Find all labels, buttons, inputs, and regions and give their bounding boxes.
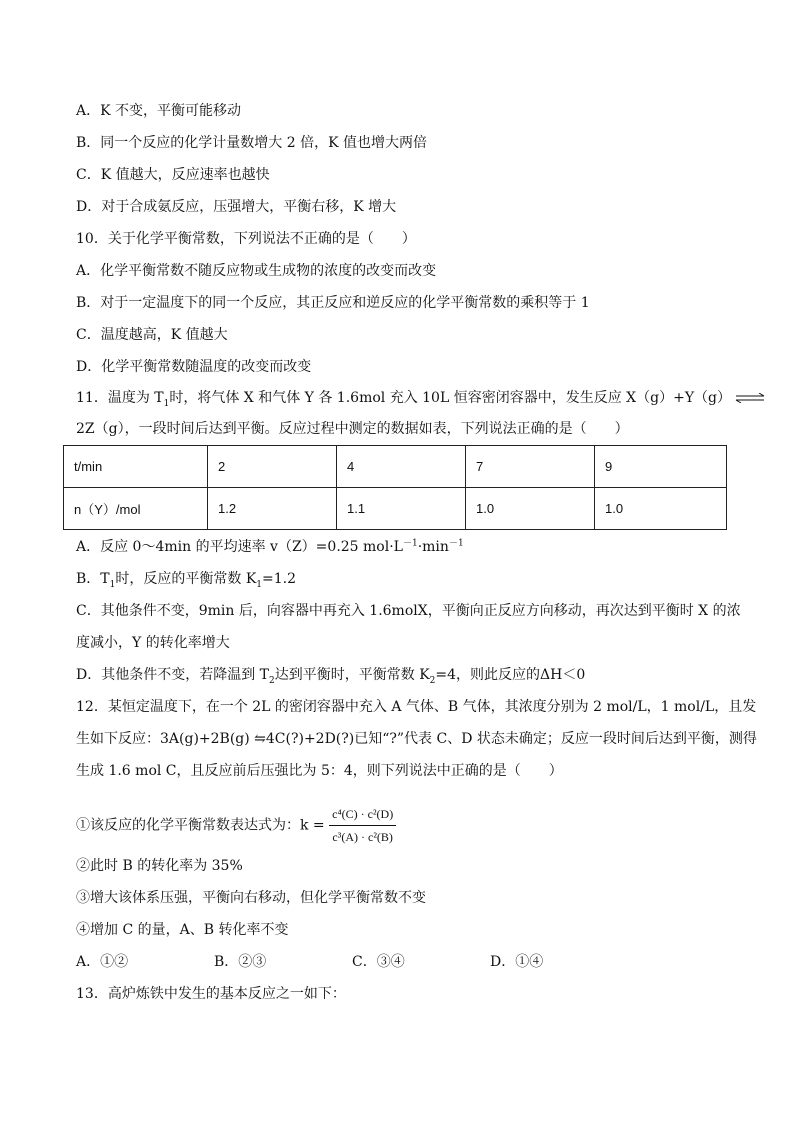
- table-cell: 1.2: [208, 488, 337, 530]
- q11-stem: 11．温度为 $T_1$时，将气体 X 和气体 Y 各 1.6mol 充入 10L 恒容密闭容器中，发生反应 X（g）+Y（g）: [76, 388, 765, 408]
- q11-option-c-cont: 度减小，Y 的转化率增大: [76, 635, 230, 651]
- table-cell: 1.1: [337, 488, 466, 530]
- table-cell: 1.0: [595, 488, 727, 530]
- q12-stem-line2: 生如下反应：3A(g)+2B(g) ⇋4C(?)+2D(?)已知“?”代表 C、D 状态未确定；反应一段时间后达到平衡，测得: [76, 731, 757, 747]
- table-cell: 4: [337, 446, 466, 488]
- q12-stem: 12．某恒定温度下，在一个 2L 的密闭容器中充入 A 气体、B 气体，其浓度分别为 2 mol/L，1 mol/L，且发: [76, 699, 757, 715]
- q12-option-c: C．③④: [352, 954, 405, 970]
- q12-item-1: ①该反应的化学平衡常数表达式为：k = $\frac{\text{c⁴(C) · c²(D)}}{\text{c³(A) · c²(B)}}$: [76, 804, 396, 847]
- q11-data-table: [63, 445, 727, 530]
- q10-option-b: B．对于一定温度下的同一个反应，其正反应和逆反应的化学平衡常数的乘积等于 1: [76, 295, 590, 311]
- table-cell: 2: [208, 446, 337, 488]
- q10-stem: 10．关于化学平衡常数，下列说法不正确的是（ ）: [76, 231, 416, 247]
- q13-stem: 13．高炉炼铁中发生的基本反应之一如下：: [76, 986, 346, 1002]
- q12-item-2: ②此时 B 的转化率为 35%: [76, 858, 243, 874]
- q11-option-d: D．其他条件不变，若降温到 $T_2$达到平衡时，平衡常数 $K_2=4$，则此反应的ΔH＜0: [76, 667, 586, 686]
- q10-option-a: A．化学平衡常数不随反应物或生成物的浓度的改变而改变: [76, 263, 437, 279]
- table-cell: 7: [466, 446, 595, 488]
- table-cell: n（Y）/mol: [64, 488, 208, 530]
- q11-option-b: B．$T_1$时，反应的平衡常数 $K_1=1.2$: [76, 571, 297, 590]
- q10-option-c: C．温度越高，K 值越大: [76, 327, 228, 343]
- q12-option-a: A．①②: [76, 954, 129, 970]
- equilibrium-arrow-icon: [735, 393, 765, 403]
- q11-option-a: A．反应 0～4min 的平均速率 v（Z）=0.25 $mol\cdot L^{-1}\cdot\min^{-1}$: [76, 538, 464, 555]
- equilibrium-constant-fraction: $\frac{\text{c⁴(C) · c²(D)}}{\text{c³(A) · c²(B)}}$: [329, 804, 396, 847]
- table-cell: 1.0: [466, 488, 595, 530]
- table-cell: t/min: [64, 446, 208, 488]
- table-row: [64, 446, 727, 488]
- table-row: [64, 488, 727, 530]
- q12-option-d: D．①④: [490, 954, 544, 970]
- q12-item-4: ④增加 C 的量，A、B 转化率不变: [76, 922, 289, 938]
- q9-option-a: A．K 不变，平衡可能移动: [76, 103, 242, 119]
- q12-option-b: B．②③: [214, 954, 267, 970]
- q10-option-d: D．化学平衡常数随温度的改变而改变: [76, 359, 312, 375]
- q9-option-c: C．K 值越大，反应速率也越快: [76, 167, 270, 183]
- q9-option-b: B．同一个反应的化学计量数增大 2 倍，K 值也增大两倍: [76, 135, 428, 151]
- q12-item-3: ③增大该体系压强，平衡向右移动，但化学平衡常数不变: [76, 890, 426, 906]
- q12-stem-line3: 生成 1.6 mol C，且反应前后压强比为 5：4，则下列说法中正确的是（ ）: [76, 763, 563, 779]
- q11-stem-line2: 2Z（g），一段时间后达到平衡。反应过程中测定的数据如表，下列说法正确的是（ ）: [76, 421, 629, 437]
- table-cell: 9: [595, 446, 727, 488]
- q9-option-d: D．对于合成氨反应，压强增大，平衡右移，K 增大: [76, 199, 397, 215]
- q11-option-c: C．其他条件不变，9min 后，向容器中再充入 1.6molX，平衡向正反应方向移动，再次达到平衡时 X 的浓: [76, 603, 741, 619]
